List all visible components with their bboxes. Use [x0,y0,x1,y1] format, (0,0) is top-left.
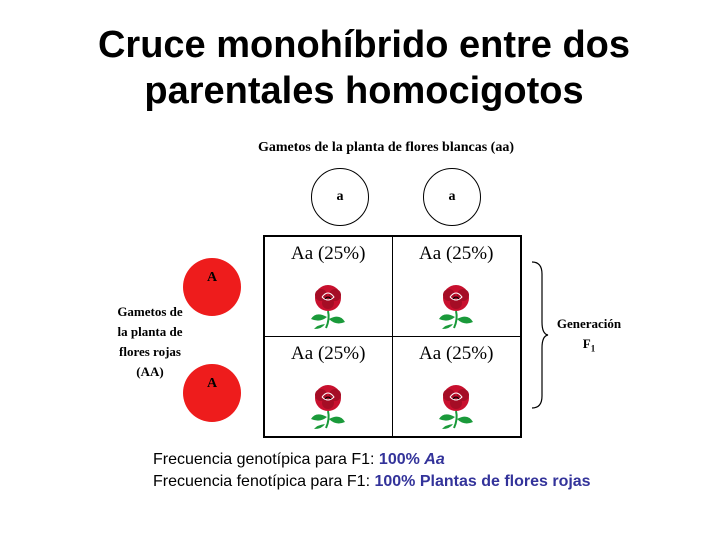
punnett-cell-2 [393,237,521,337]
genotypic-frequency-label: Frecuencia genotípica para F1: [153,451,375,468]
white-gamete-2: a [423,168,481,226]
cell-genotype-label: Aa (25%) [419,243,494,264]
f1-subscript: 1 [590,343,596,354]
red-rose-icon [436,281,476,329]
phenotypic-frequency-label: Frecuencia fenotípica para F1: [153,473,371,490]
cell-genotype-label: Aa (25%) [419,342,494,364]
white-gametes-label: Gametos de la planta de flores blancas (aa) [257,140,514,155]
red-rose-icon [436,381,476,429]
red-rose-icon [308,281,348,329]
genotypic-frequency-genotype: Aa [424,451,445,468]
title-line-2: parentales homocigotos [144,70,584,112]
punnett-cell-4 [393,337,521,437]
white-gamete-1: a [311,168,369,226]
punnett-cell-1 [265,237,393,337]
phenotypic-frequency-description: Plantas de flores rojas [419,473,591,490]
title-line-1: Cruce monohíbrido entre dos [97,24,631,66]
red-gamete-1: A [183,258,241,316]
punnett-square [263,235,522,438]
red-gametes-label-line-3: flores rojas [119,344,181,359]
genotypic-frequency [153,451,445,469]
f1-generation-label [548,314,630,359]
phenotypic-frequency-value: 100% [374,473,416,490]
phenotypic-frequency [153,473,591,491]
red-gamete-2: A [183,364,241,422]
punnett-cell-3 [265,337,393,437]
red-gametes-label [90,302,210,382]
cell-genotype-label: Aa (25%) [291,243,366,264]
red-gametes-label-line-1: Gametos de [117,304,183,319]
cell-genotype-label: Aa (25%) [291,342,366,364]
page-title [0,22,728,114]
genotypic-frequency-value: 100% [378,451,420,468]
f1-letter: F [582,336,591,351]
red-gametes-label-line-4: (AA) [136,364,164,379]
f1-label-line-2 [548,334,630,359]
f1-label-line-1: Generación [556,316,622,331]
f1-brace [528,260,550,410]
red-rose-icon [308,381,348,429]
red-gametes-label-line-2: la planta de [117,324,183,339]
